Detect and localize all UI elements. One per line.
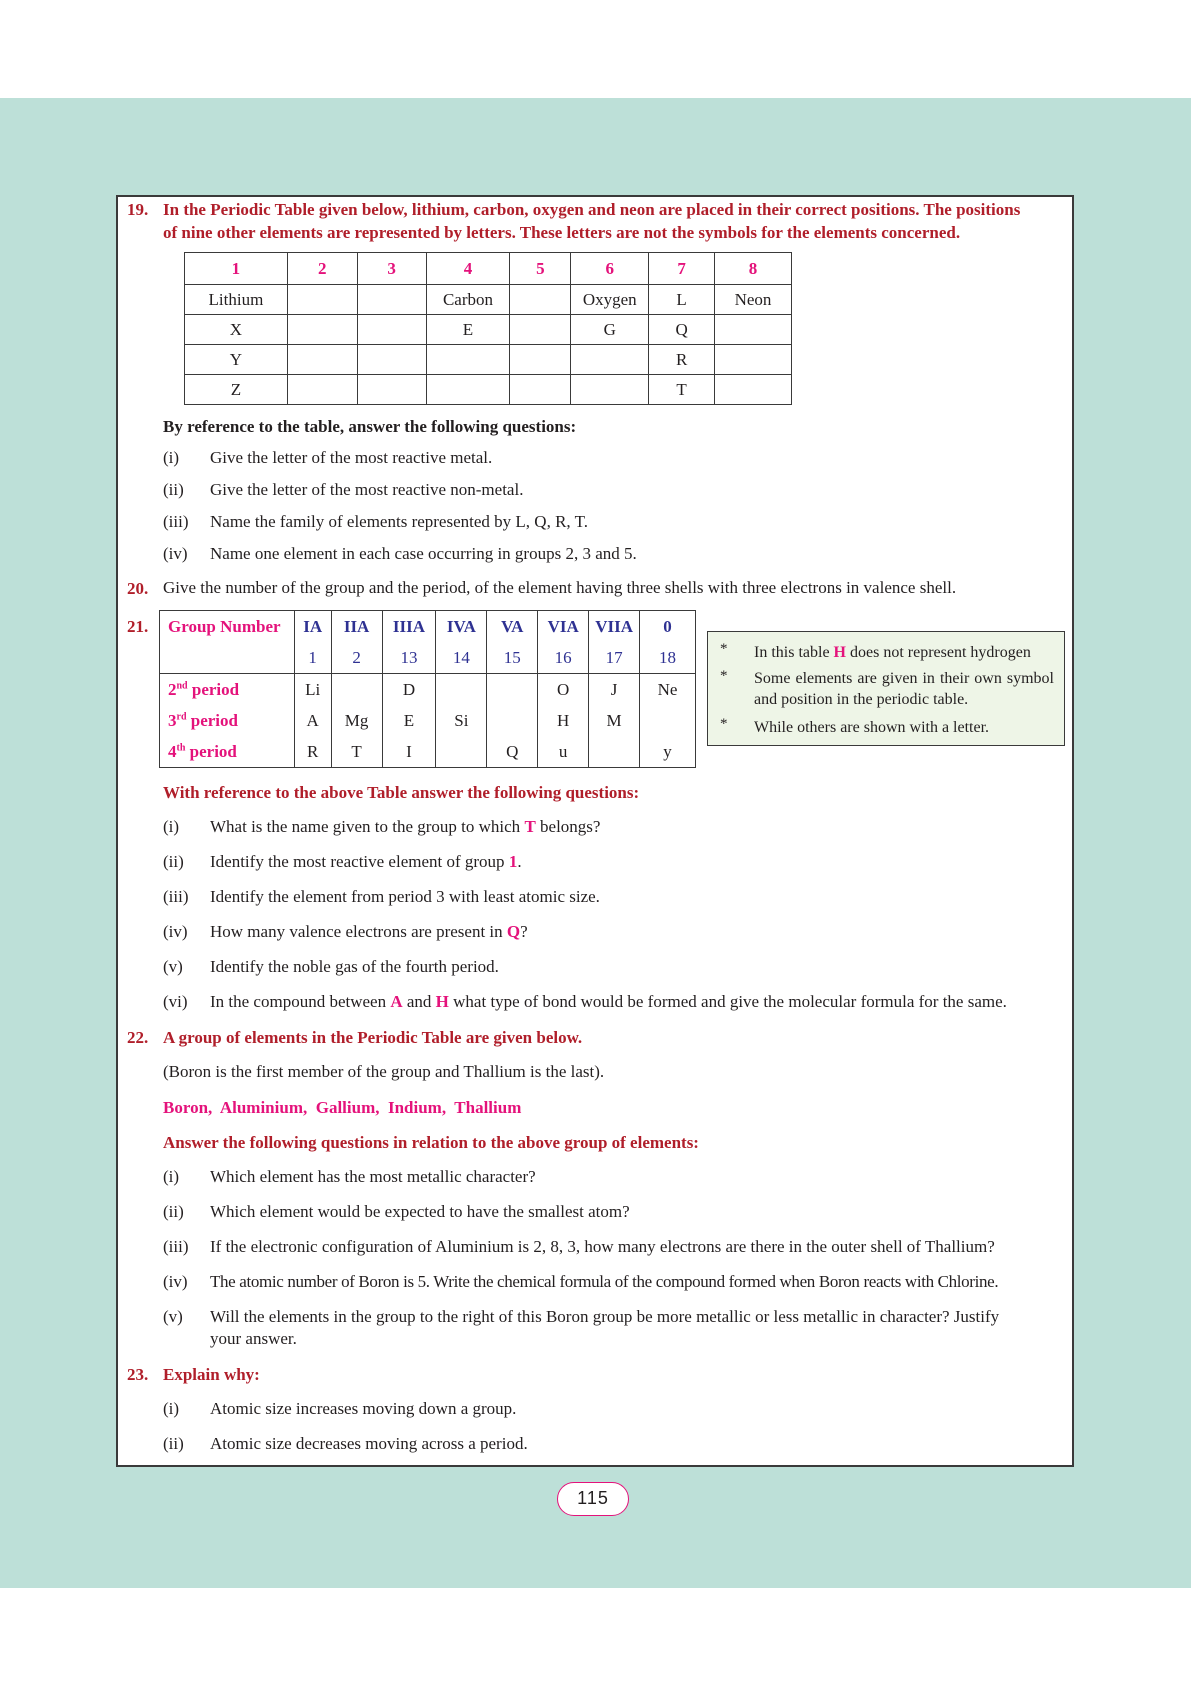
q23-title: Explain why: [163,1365,260,1384]
element-cell: M [589,705,640,736]
table-cell: Q [649,315,715,345]
table-cell [715,345,792,375]
element-cell: E [382,705,436,736]
item-text: Which element has the most metallic character? [210,1167,536,1186]
item-text [210,817,600,837]
table-row [185,315,792,345]
period-label [160,705,295,736]
table-cell [571,345,649,375]
header-cell: 7 [649,253,715,285]
item-text: Name one element in each case occurring in groups 2, 3 and 5. [210,544,637,563]
note-bullet: * [720,641,728,657]
item-text: Which element would be expected to have the smallest atom? [210,1202,630,1221]
item-text-start: Identify the element from period 3 with least atomic size. [210,887,600,906]
group-number-cell: 14 [436,642,487,674]
group-cell: IIA [331,611,382,643]
item-text [210,957,499,977]
element-cell: R [294,736,331,768]
period-row [160,705,696,736]
item-number: (v) [163,957,183,976]
group-cell: IIIA [382,611,436,643]
element-cell: Mg [331,705,382,736]
item-number: (i) [163,817,180,836]
item-text-start: What is the name given to the group to which [210,817,525,836]
q22-elements: Boron, Aluminium, Gallium, Indium, Thallium [163,1098,522,1117]
group-number-cell: 17 [589,642,640,674]
note-1 [754,642,1054,663]
q21-number: 21. [127,617,149,636]
group-cell: IA [294,611,331,643]
table-cell [287,315,357,345]
element-cell [436,674,487,706]
item-number: (vi) [163,992,188,1011]
period-row [160,674,696,706]
period-number: 4 [168,741,177,761]
item-number: (iii) [163,1237,189,1256]
header-cell: 8 [715,253,792,285]
group-cell: VIIA [589,611,640,643]
item-text: If the electronic configuration of Aluminium is 2, 8, 3, how many electrons are there in the outer shell of Thallium? [210,1237,995,1256]
table-cell [357,285,426,315]
item-text-end: belongs? [535,817,601,836]
q19-table-header [185,253,792,285]
item-number: (ii) [163,1202,184,1221]
item-number: (iii) [163,887,189,906]
group-number-cell: 16 [538,642,589,674]
table-cell [510,375,571,405]
item-text-start: In the compound between [210,992,391,1011]
element-cell [589,736,640,768]
period-label [160,674,295,706]
table-cell [357,375,426,405]
header-cell: 4 [426,253,510,285]
period-suffix: rd [176,710,187,722]
element-cell: y [640,736,696,768]
q19-intro: By reference to the table, answer the following questions: [163,417,577,436]
item-text-mid: and [402,992,436,1011]
item-text-end: what type of bond would be formed and give the molecular formula for the same. [448,992,1007,1011]
item-number: (i) [163,1167,180,1186]
note-1-text-end: does not represent hydrogen [846,644,1031,661]
period-label [160,736,295,768]
note-bullet: * [720,668,728,684]
element-cell [436,736,487,768]
element-cell: Si [436,705,487,736]
q19-line1: In the Periodic Table given below, lithium, carbon, oxygen and neon are placed in their correct positions. The positions [163,200,1021,219]
item-number: (iv) [163,1272,188,1291]
table-cell [510,285,571,315]
group-cell: 0 [640,611,696,643]
table-cell: E [426,315,510,345]
element-cell: D [382,674,436,706]
element-cell: T [331,736,382,768]
q19-number: 19. [127,200,149,219]
table-cell: R [649,345,715,375]
header-cell: 3 [357,253,426,285]
table-cell: Lithium [185,285,288,315]
header-cell: 1 [185,253,288,285]
q22-number: 22. [127,1028,149,1047]
item-number: (ii) [163,1434,184,1453]
element-cell: I [382,736,436,768]
note-1-text: In this table [754,644,834,661]
q23-number: 23. [127,1365,149,1384]
header-cell: 5 [510,253,571,285]
period-suffix: th [176,741,186,753]
item-highlight: A [390,992,403,1011]
table-cell [571,375,649,405]
element-cell: O [538,674,589,706]
item-text-end: ? [520,922,528,941]
table-cell [510,315,571,345]
period-word: period [185,741,237,761]
note-bullet: * [720,716,728,732]
table-cell [357,315,426,345]
item-highlight: 1 [508,852,518,871]
element-cell [640,705,696,736]
table-cell [715,375,792,405]
item-number: (iv) [163,544,188,563]
table-cell [357,345,426,375]
table-cell: Z [185,375,288,405]
period-number: 2 [168,679,177,699]
item-text [210,887,600,907]
element-cell: Q [487,736,538,768]
group-number-cell: 13 [382,642,436,674]
element-cell: H [538,705,589,736]
item-text-continued: your answer. [210,1329,297,1348]
q20-number: 20. [127,579,149,598]
period-suffix: nd [176,679,188,691]
item-text: Name the family of elements represented by L, Q, R, T. [210,512,588,531]
group-numbers-row [160,642,696,674]
q20-text: Give the number of the group and the period, of the element having three shells with three electrons in valence shell. [163,578,957,597]
group-cell: VA [487,611,538,643]
element-cell: u [538,736,589,768]
item-text: Atomic size decreases moving across a period. [210,1434,528,1453]
item-text: Will the elements in the group to the right of this Boron group be more metallic or less metallic in character? Justify [210,1307,1000,1326]
period-word: period [186,710,238,730]
table-cell [510,345,571,375]
item-text [210,922,528,942]
item-text [210,852,522,872]
table-cell: L [649,285,715,315]
period-row [160,736,696,768]
item-text-start: Identify the most reactive element of group [210,852,509,871]
table-cell: Carbon [426,285,510,315]
group-number-cell: 1 [294,642,331,674]
table-cell: T [649,375,715,405]
item-text [210,992,1007,1012]
page-number: 115 [557,1482,629,1516]
table-cell: Oxygen [571,285,649,315]
group-number-cell: 15 [487,642,538,674]
item-text: Give the letter of the most reactive non-metal. [210,480,524,499]
group-number-label: Group Number [160,611,295,643]
table-row [185,345,792,375]
q21-note-box [707,631,1065,746]
table-row [185,375,792,405]
element-cell: Li [294,674,331,706]
group-number-cell: 2 [331,642,382,674]
item-number: (v) [163,1307,183,1326]
q21-table [159,610,696,768]
item-text: Give the letter of the most reactive metal. [210,448,493,467]
group-cell: VIA [538,611,589,643]
item-highlight: H [435,992,449,1011]
table-cell [287,285,357,315]
item-number: (ii) [163,480,184,499]
table-cell [287,345,357,375]
table-cell [715,315,792,345]
table-cell: G [571,315,649,345]
item-number: (iv) [163,922,188,941]
item-text-end: . [517,852,522,871]
item-number: (iii) [163,512,189,531]
empty-cell [160,642,295,674]
element-cell: J [589,674,640,706]
item-highlight: Q [506,922,521,941]
element-cell [487,674,538,706]
note-1-highlight: H [833,644,846,661]
header-cell: 6 [571,253,649,285]
item-text: The atomic number of Boron is 5. Write the chemical formula of the compound formed when Boron reacts with Chlorine. [210,1272,999,1291]
table-cell [426,345,510,375]
element-cell: A [294,705,331,736]
element-cell [331,674,382,706]
item-text-start: How many valence electrons are present in [210,922,507,941]
group-cell: IVA [436,611,487,643]
element-cell: Ne [640,674,696,706]
item-number: (ii) [163,852,184,871]
period-word: period [187,679,240,699]
group-number-cell: 18 [640,642,696,674]
item-number: (i) [163,448,180,467]
note-3: While others are shown with a letter. [754,719,990,736]
q21-intro: With reference to the above Table answer the following questions: [163,783,640,802]
item-highlight: T [524,817,536,836]
table-cell: Y [185,345,288,375]
element-cell [487,705,538,736]
group-row [160,611,696,643]
table-cell [287,375,357,405]
q22-intro: Answer the following questions in relation to the above group of elements: [163,1133,699,1152]
table-cell: X [185,315,288,345]
q22-note: (Boron is the first member of the group and Thallium is the last). [163,1062,605,1081]
q19-line2: of nine other elements are represented by letters. These letters are not the symbols for the elements concerned. [163,223,961,242]
item-text-start: Identify the noble gas of the fourth period. [210,957,499,976]
table-cell [426,375,510,405]
header-cell: 2 [287,253,357,285]
item-number: (i) [163,1399,180,1418]
q19-table [184,252,792,405]
note-2: Some elements are given in their own symbol and position in the periodic table. [754,670,1054,708]
q22-title: A group of elements in the Periodic Table are given below. [163,1028,583,1047]
table-cell: Neon [715,285,792,315]
period-number: 3 [168,710,177,730]
table-row [185,285,792,315]
item-text: Atomic size increases moving down a group. [210,1399,517,1418]
